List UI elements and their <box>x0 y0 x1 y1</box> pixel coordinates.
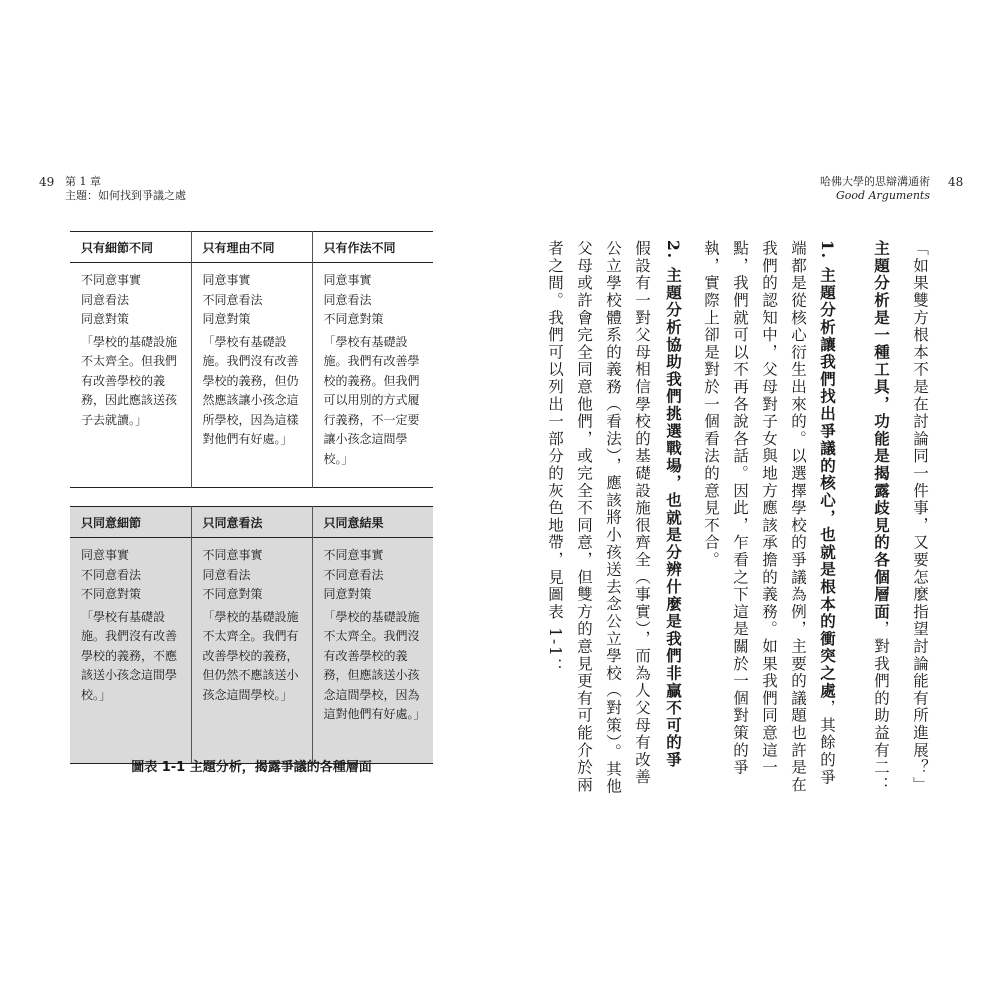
point-1-rest: ，其餘的爭端都是從核心衍生出來的。以選擇學校的爭議為例，主要的議題也許是在我們的認知中，父母對子女與地方應該承擔的義務。如果我們同意這一點，我們就可以不再各說各話。因此，乍看之下這是關於一個對策的爭執，實際上卻是對於一個看法的意見不合。 <box>702 240 836 794</box>
fact-stance: 同意事實 <box>202 273 251 287</box>
opening-question <box>904 240 934 800</box>
example-quote: 「學校的基礎設施不太齊全。我們沒有改善學校的義務，但應該送小孩念這間學校，因為這對他們有好處。」 <box>323 609 426 721</box>
disagreement-table-2 <box>70 506 433 764</box>
intro-rest: ，對我們的助益有二： <box>872 620 890 794</box>
example-quote: 「學校有基礎設施。我們沒有改善學校的義務，不應該送小孩念這間學校。」 <box>81 609 178 702</box>
view-stance: 同意看法 <box>202 567 251 582</box>
point-2-paragraph <box>424 240 656 800</box>
example-quote: 「學校的基礎設施不太齊全。但我們有改善學校的義務，因此應該送孩子去就讀。」 <box>81 334 178 427</box>
fact-stance: 不同意事實 <box>81 273 142 287</box>
disagreement-table-1 <box>70 231 433 488</box>
table1-cell-3 <box>312 263 433 488</box>
table1-header-details: 只有細節不同 <box>81 240 154 255</box>
intro-bold: 主題分析是一種工具，功能是揭露歧見的各個層面 <box>872 240 891 621</box>
table2-cell-2 <box>191 538 312 764</box>
fact-stance: 同意事實 <box>323 273 372 287</box>
view-stance: 同意看法 <box>81 292 130 307</box>
table1-header-reasons: 只有理由不同 <box>191 232 312 263</box>
point-1-paragraph <box>694 240 842 800</box>
table2-header-views: 只同意看法 <box>191 507 312 538</box>
point-2-bold: 2. 主題分析協助我們挑選戰場，也就是分辨什麼是我們非贏不可的爭 <box>664 240 683 769</box>
chapter-label: 第 1 章 <box>65 175 101 188</box>
example-quote: 「學校有基礎設施。我們沒有改善學校的義務，但仍然應該讓小孩念這所學校，因為這樣對他們有好處。」 <box>202 334 299 446</box>
opening-question-text: 「如果雙方根本不是在討論同一件事，又要怎麼指望討論能有所進展？」 <box>911 240 929 794</box>
example-quote: 「學校的基礎設施不太齊全。我們有改善學校的義務，但仍然不應該送小孩念這間學校。」 <box>202 609 299 702</box>
english-title: Good Arguments <box>836 189 930 202</box>
right-page-number: 48 <box>948 175 964 189</box>
table1-cell-2 <box>191 263 312 488</box>
policy-stance: 不同意對策 <box>323 312 384 326</box>
table2-header-details: 只同意細節 <box>81 515 142 530</box>
example-quote: 「學校有基礎設施。我們有改善學校的義務。但我們可以用別的方式履行義務，不一定要讓小孩念這間學校。」 <box>323 334 420 466</box>
table2-cell-1 <box>70 538 191 764</box>
point-1-bold: 1. 主題分析讓我們找出爭議的核心，也就是根本的衝突之處 <box>818 240 837 700</box>
table2-cell-3 <box>312 538 433 764</box>
policy-stance: 不同意對策 <box>202 587 263 601</box>
left-page-number: 49 <box>39 175 55 189</box>
policy-stance: 同意對策 <box>81 312 130 326</box>
point-2-rest: 假設有一對父母相信學校的基礎設施很齊全（事實），而為人父母有改善公立學校體系的義務（看法），應該將小孩送去念公立學校（對策）。其他父母或許會完全同意他們，或完全不同意，但雙方的意見更有可能介於兩者之間。我們可以列出一部分的灰色地帶，見圖表 1-1： <box>546 240 651 796</box>
policy-stance: 同意對策 <box>202 312 251 326</box>
topic-analysis-intro <box>866 240 896 800</box>
policy-stance: 不同意對策 <box>81 587 142 601</box>
table1-cell-1 <box>70 263 191 488</box>
figure-caption: 圖表 1-1 主題分析，揭露爭議的各種層面 <box>131 760 372 775</box>
view-stance: 不同意看法 <box>323 567 384 582</box>
view-stance: 同意看法 <box>323 292 372 307</box>
view-stance: 不同意看法 <box>81 567 142 582</box>
point-2-heading <box>658 240 688 800</box>
table2-header-results: 只同意結果 <box>312 507 433 538</box>
table1-header-methods: 只有作法不同 <box>312 232 433 263</box>
view-stance: 不同意看法 <box>202 292 263 307</box>
fact-stance: 同意事實 <box>81 548 130 562</box>
book-title: 哈佛大學的思辯溝通術 <box>820 175 930 188</box>
fact-stance: 不同意事實 <box>323 548 384 562</box>
policy-stance: 同意對策 <box>323 587 372 601</box>
fact-stance: 不同意事實 <box>202 548 263 562</box>
chapter-subtitle: 主題：如何找到爭議之處 <box>65 189 186 202</box>
